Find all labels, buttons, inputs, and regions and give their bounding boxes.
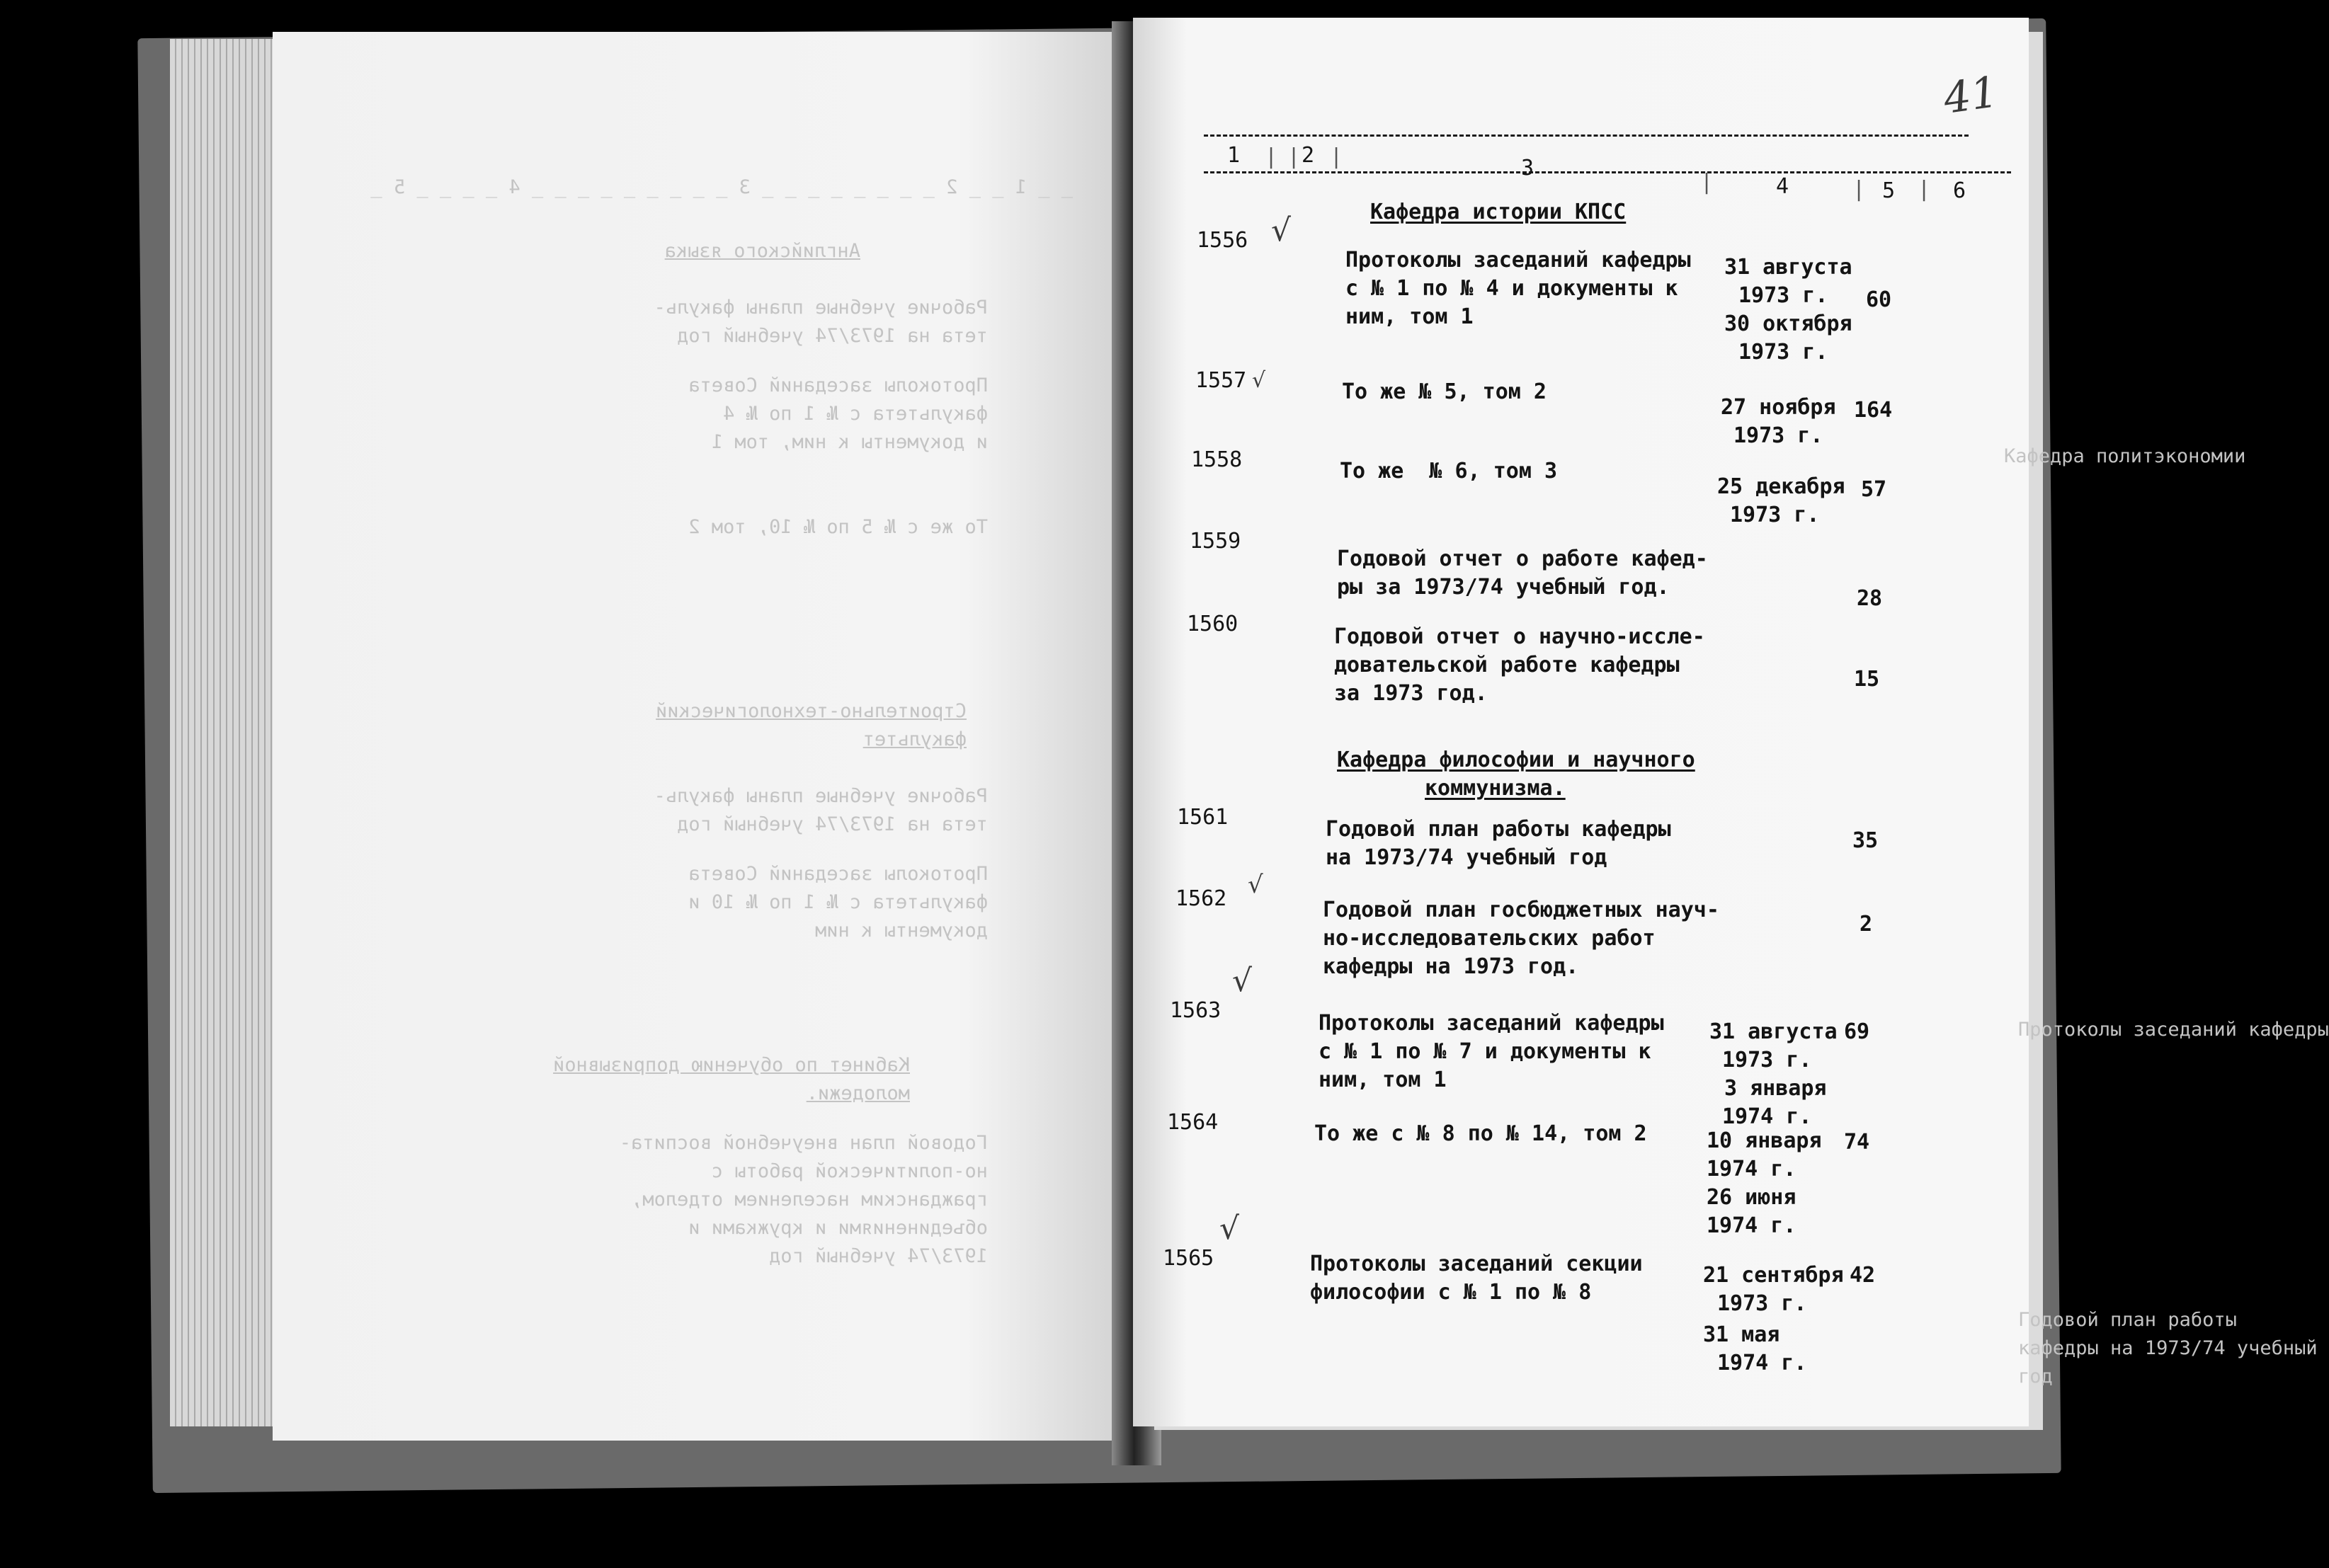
check-mark: √ [1271,212,1292,248]
entry-count: 28 [1857,586,1883,611]
entry-date: 27 ноября [1721,395,1836,420]
entry-number: 1563 [1170,998,1222,1023]
entry-title-line: на 1973/74 учебный год [1326,845,1607,870]
entry-date: 1973 г. [1730,503,1820,527]
col-separator: | [1855,177,1863,202]
entry-date: 31 августа [1709,1019,1838,1044]
entry-number: 1562 [1175,886,1227,911]
entry-number: 1557 [1195,368,1247,393]
entry-date: 10 января [1707,1128,1822,1153]
entry-date: 1973 г. [1738,283,1828,308]
header-top-rule [1204,135,1969,137]
col-separator: | [1268,144,1275,169]
col-separator: | [1703,170,1711,195]
check-mark: √ [1252,368,1266,393]
col-header-2: 2 [1302,143,1315,168]
header-bottom-rule [1204,171,2011,173]
entry-count: 74 [1844,1130,1870,1155]
entry-date: 30 октября [1724,311,1852,336]
entry-count: 42 [1850,1263,1876,1288]
entry-date: 26 июня [1707,1185,1796,1210]
entry-count: 69 [1844,1019,1870,1044]
entry-count: 35 [1852,828,1879,853]
entry-date: 21 сентября [1703,1263,1844,1288]
entry-date: 1973 г. [1717,1291,1807,1316]
entry-date: 3 января [1724,1076,1827,1101]
col-header-6: 6 [1953,178,1966,203]
entry-title-line: философии с № 1 по № 8 [1310,1280,1592,1305]
col-header-3: 3 [1521,156,1534,181]
page-edges [170,39,276,1426]
col-separator: | [1333,144,1340,169]
entry-title-line: с № 1 по № 4 и документы к [1345,276,1678,301]
left-page-bleed-through: _ _ 1 _ _ 2 _ _ _ _ _ _ _ _ 3 _ _ _ _ _ _ _ _ _ 4 _ _ _ _ 5 _ Английского языка Рабочие учебные планы факуль- тета на 1973/74 учебный год Протоколы заседаний Совета факультета с № 1 по № 4 и документы к ним, том 1 То же с № 5 по № 10, том 2 Строительно-технологический факультет Рабочие учебные планы факуль- тета на 1973/74 учебный год Протоколы заседаний Совета факультета с № 1 по № 10 и документы к ним Кабинет по обучению допризывной молодежи. Годовой план внеучебной воспита- но-политической работы с гражданским населением отделом, объединениями и кружками и 1973/74 учебный год [370,176,1073,1267]
entry-title-line: Протоколы заседаний секции [1310,1252,1643,1276]
entry-title-line: Годовой план работы кафедры [1326,817,1671,842]
check-mark: √ [1219,1211,1240,1247]
entry-date: 1974 г. [1707,1157,1796,1181]
entry-date: 1973 г. [1733,423,1823,448]
entry-date: 31 мая [1703,1322,1780,1347]
entry-date: 1973 г. [1722,1048,1812,1072]
entry-count: 15 [1854,667,1880,692]
entry-date: 1974 г. [1722,1104,1812,1129]
entry-count: 60 [1866,287,1892,312]
col-header-5: 5 [1882,178,1896,203]
entry-title-line: Годовой отчет о работе кафед- [1337,546,1708,571]
entry-date: 1974 г. [1707,1213,1796,1238]
page-number: 41 [1940,67,2001,124]
entry-title-line: ним, том 1 [1319,1068,1447,1092]
entry-title-line: То же № 6, том 3 [1340,459,1558,483]
check-mark: √ [1248,871,1263,899]
entry-title-line: но-исследовательских работ [1323,926,1656,951]
entry-date: 31 августа [1724,255,1852,280]
right-page-bleed-through: Кафедра политэкономии Протоколы заседаний кафедры Годовой план работы кафедры на 1973/74 учебный год [2004,445,2329,1387]
entry-title-line: То же с № 8 по № 14, том 2 [1314,1121,1647,1146]
entry-count: 164 [1854,398,1893,423]
col-header-1: 1 [1227,143,1241,168]
entry-title-line: ры за 1973/74 учебный год. [1337,575,1670,600]
left-page [273,32,1140,1441]
entry-number: 1560 [1187,612,1238,636]
entry-number: 1558 [1191,447,1243,472]
section-title: Кафедра философии и научного [1337,748,1695,772]
entry-date: 25 декабря [1717,474,1845,499]
entry-date: 1973 г. [1738,340,1828,365]
col-header-4: 4 [1776,174,1789,199]
entry-title-line: кафедры на 1973 год. [1323,954,1579,979]
entry-title-line: То же № 5, том 2 [1342,379,1547,404]
entry-title-line: Годовой отчет о научно-иссле- [1334,624,1705,649]
section-title: Кафедра истории КПСС [1370,200,1627,224]
section-title: коммунизма. [1425,776,1566,801]
entry-title-line: ним, том 1 [1345,304,1474,329]
entry-date: 1974 г. [1717,1351,1807,1375]
entry-title-line: Протоколы заседаний кафедры [1345,248,1691,273]
entry-number: 1559 [1190,529,1241,554]
entry-count: 57 [1861,477,1887,502]
col-separator: | [1920,177,1928,202]
entry-title-line: довательской работе кафедры [1334,653,1680,677]
entry-number: 1561 [1177,805,1229,830]
entry-number: 1564 [1167,1110,1219,1135]
col-separator: | [1290,144,1298,169]
entry-number: 1565 [1163,1246,1214,1271]
entry-title-line: Годовой план госбюджетных науч- [1323,898,1719,922]
check-mark: √ [1232,963,1253,999]
entry-count: 2 [1860,912,1873,937]
entry-number: 1556 [1197,228,1248,253]
entry-title-line: за 1973 год. [1334,681,1488,706]
entry-title-line: Протоколы заседаний кафедры [1319,1011,1664,1036]
right-page [1133,18,2329,1426]
entry-title-line: с № 1 по № 7 и документы к [1319,1039,1651,1064]
